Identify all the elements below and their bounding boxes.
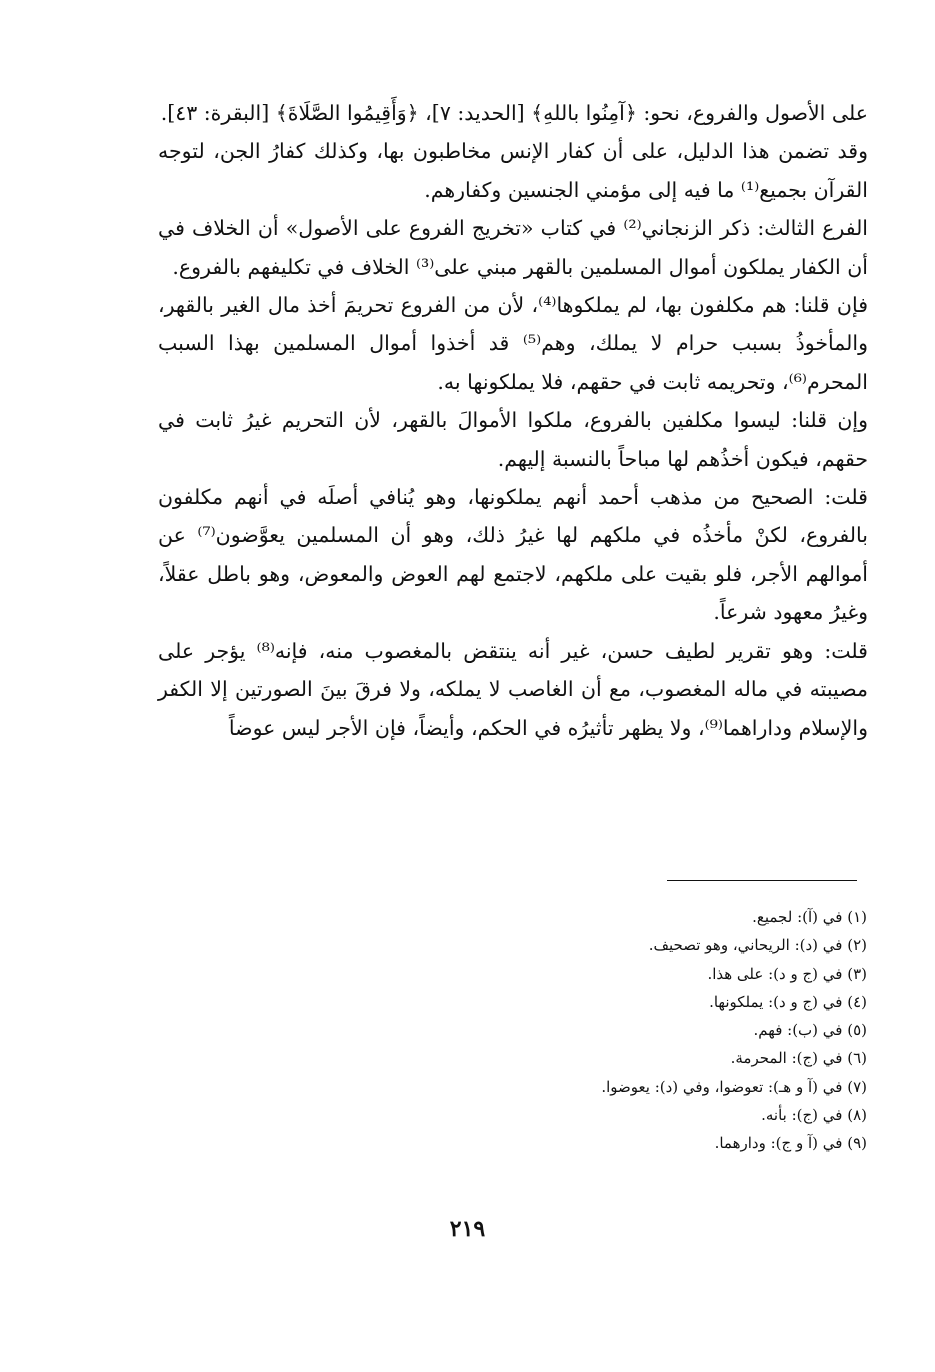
footnote: (٣) في (ج و د): على هذا. bbox=[707, 964, 867, 983]
paragraph: وقد تضمن هذا الدليل، على أن كفار الإنس مخاطبون بها، وكذلك كفارُ الجن، لتوجه القرآن بجميع⁽¹⁾ ما فيه إلى مؤمني الجنسين وكفارهم. bbox=[158, 139, 868, 202]
paragraph: الفرع الثالث: ذكر الزنجاني⁽²⁾ في كتاب «تخريج الفروع على الأصول» أن الخلاف في أن الكفار يملكون أموال المسلمين بالقهر مبني على⁽³⁾ الخلاف في تكليفهم بالفروع. bbox=[158, 216, 869, 279]
footnote: (٧) في (آ و هـ): تعوضوا، وفي (د): يعوضوا. bbox=[601, 1077, 867, 1096]
footnote: (٤) في (ج و د): يملكونها. bbox=[709, 992, 867, 1011]
paragraph: على الأصول والفروع، نحو: ﴿آمِنُوا باللهِ﴾ [الحديد: ٧]، ﴿وَأَقِيمُوا الصَّلَاةَ﴾ [البقرة: ٤٣]. bbox=[160, 101, 868, 125]
page-number: ٢١٩ bbox=[449, 1216, 486, 1242]
footnotes bbox=[147, 903, 867, 1158]
paragraph: فإن قلنا: هم مكلفون بها، لم يملكوها⁽⁴⁾، لأن من الفروع تحريمَ أخذ مال الغير بالقهر، والمأخوذُ بسبب حرام لا يملك، وهم⁽⁵⁾ قد أخذوا أموال المسلمين بهذا السبب المحرم⁽⁶⁾، وتحريمه ثابت في حقهم، فلا يملكونها به. bbox=[158, 293, 868, 394]
paragraph: قلت: وهو تقرير لطيف حسن، غير أنه ينتقض بالمغصوب منه، فإنه⁽⁸⁾ يؤجر على مصيبته في ماله المغصوب، مع أن الغاصب لا يملكه، ولا فرقَ بينَ الصورتين إلا الكفر والإسلام وداراهما⁽⁹⁾، ولا يظهر تأثيرُه في الحكم، وأيضاً، فإن الأجر ليس عوضاً bbox=[158, 638, 868, 740]
main-text bbox=[158, 94, 868, 747]
footnote-separator bbox=[667, 880, 857, 881]
footnote: (٩) في (آ و ج): ودارهما. bbox=[714, 1134, 867, 1153]
footnote: (٨) في (ج): بأنه. bbox=[761, 1106, 867, 1125]
paragraph: قلت: الصحيح من مذهب أحمد أنهم يملكونها، وهو يُنافي أصلَه في أنهم مكلفون بالفروع، لكنْ مأخذُه في ملكهم لها غيرُ ذلك، وهو أن المسلمين يعوَّضون⁽⁷⁾ عن أموالهم الأجر، فلو بقيت على ملكهم، لاجتمع لهم العوض والمعوض، وهو باطل عقلاً، وغيرُ معهود شرعاً. bbox=[158, 485, 868, 625]
footnote: (٦) في (ج): المحرمة. bbox=[730, 1049, 867, 1068]
footnote: (٢) في (د): الريحاني، وهو تصحيف. bbox=[648, 936, 867, 955]
book-page bbox=[0, 80, 935, 1372]
paragraph: وإن قلنا: ليسوا مكلفين بالفروع، ملكوا الأموالَ بالقهر، لأن التحريم غيرُ ثابت في حقهم، فيكون أخذُهم لها مباحاً بالنسبة إليهم. bbox=[158, 408, 868, 471]
footnote: (١) في (آ): لجميع. bbox=[752, 908, 867, 926]
footnote: (٥) في (ب): فهم. bbox=[753, 1021, 867, 1040]
